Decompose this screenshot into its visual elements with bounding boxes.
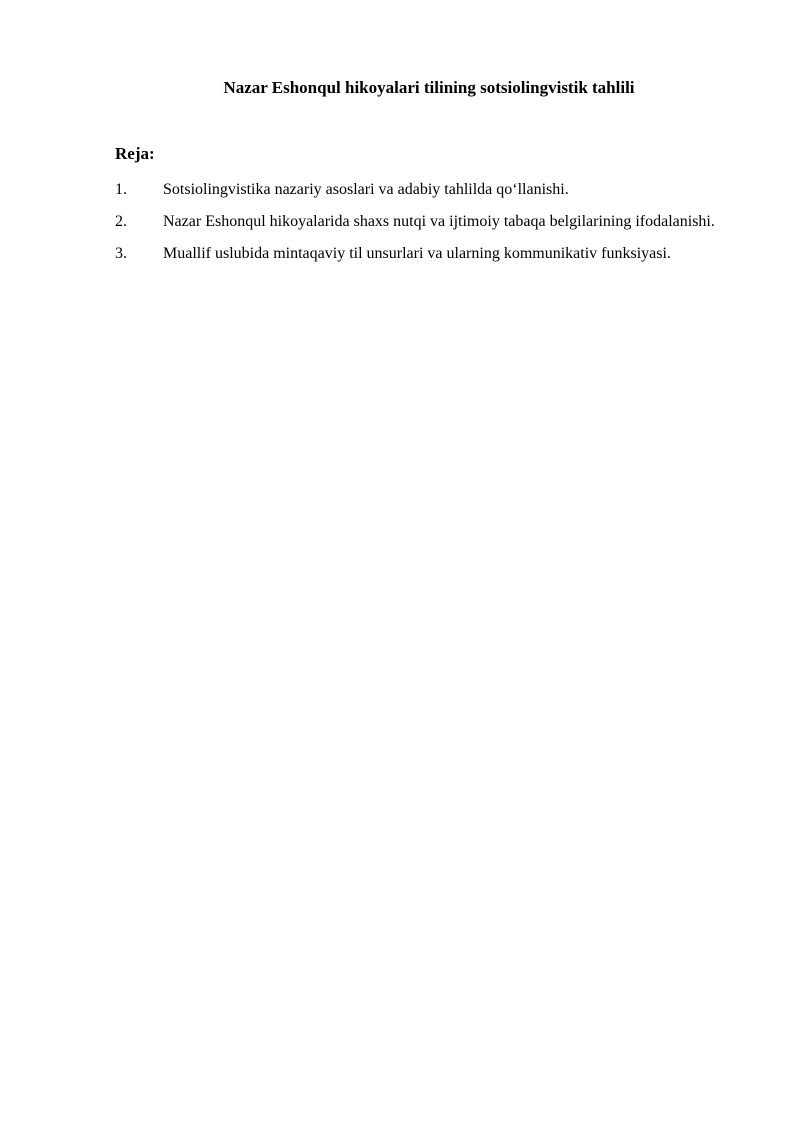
plan-item-3 (115, 238, 742, 270)
plan-item-2 (115, 206, 742, 238)
document-title: Nazar Eshonqul hikoyalari tilining sotsiolingvistik tahlili (223, 78, 635, 97)
plan-heading: Reja: (115, 144, 155, 163)
plan-item-text: Sotsiolingvistika nazariy asoslari va adabiy tahlilda qo‘llanishi. (163, 181, 569, 198)
plan-item-number: 2. (115, 213, 127, 230)
plan-item-1 (115, 174, 742, 206)
plan-item-number: 3. (115, 245, 127, 262)
plan-item-number: 1. (115, 181, 127, 198)
plan-item-text: Muallif uslubida mintaqaviy til unsurlari va ularning kommunikativ funksiyasi. (163, 245, 671, 262)
plan-list (115, 174, 742, 270)
plan-item-text: Nazar Eshonqul hikoyalarida shaxs nutqi va ijtimoiy tabaqa belgilarining ifodalanishi. (163, 213, 715, 230)
